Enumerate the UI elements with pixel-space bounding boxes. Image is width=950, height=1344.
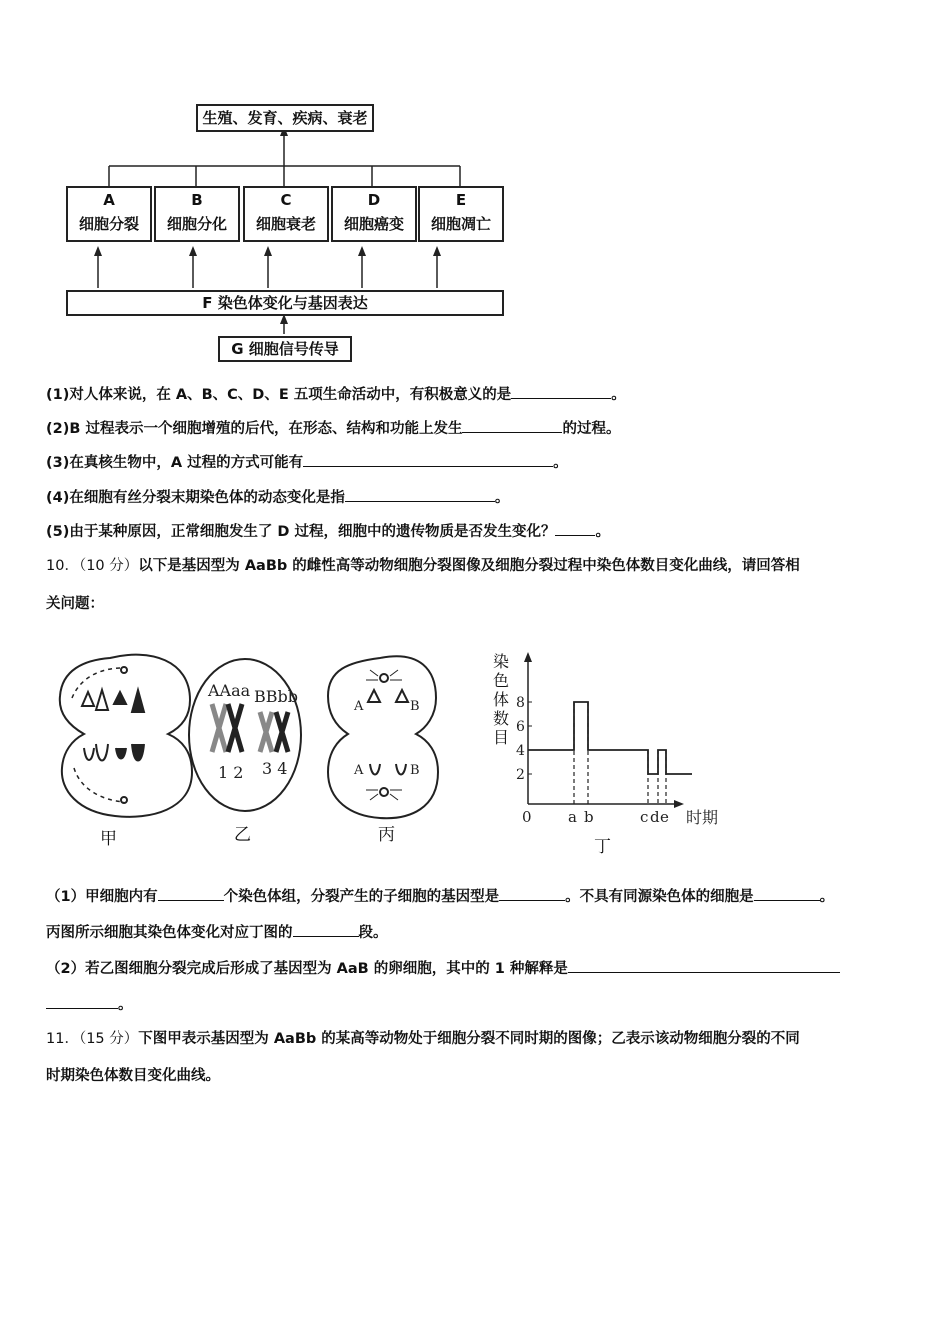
label-jia: 甲 bbox=[100, 829, 117, 849]
label-yi: 乙 bbox=[234, 825, 251, 845]
chromosome-chart bbox=[488, 648, 728, 858]
yi-genes-a: AAaa bbox=[208, 681, 251, 700]
f-box: F 染色体变化与基因表达 bbox=[66, 290, 504, 316]
label-ding: 丁 bbox=[594, 837, 611, 857]
answer-blank[interactable] bbox=[568, 958, 840, 973]
x-tick-label: e bbox=[660, 808, 669, 826]
answer-blank[interactable] bbox=[293, 922, 359, 937]
box-c: C 细胞衰老 bbox=[243, 186, 329, 242]
bing-gene-1: A bbox=[354, 699, 364, 714]
y-axis-label: 染色体数目 bbox=[493, 652, 510, 747]
y-axis-arrow bbox=[524, 652, 532, 662]
box-b: B 细胞分化 bbox=[154, 186, 240, 242]
question-9-1: (1)对人体来说，在 A、B、C、D、E 五项生命活动中，有积极意义的是 。 bbox=[46, 384, 626, 405]
answer-blank[interactable] bbox=[754, 886, 820, 901]
yi-genes-b: BBbb bbox=[254, 687, 298, 706]
answer-blank[interactable] bbox=[345, 487, 495, 502]
series-line bbox=[528, 702, 692, 774]
y-tick-label: 8 bbox=[516, 695, 525, 711]
cell-bing bbox=[328, 656, 438, 818]
question-10-1-cont: 丙图所示细胞其染色体变化对应丁图的 段。 bbox=[46, 922, 388, 943]
answer-blank[interactable] bbox=[499, 886, 565, 901]
answer-blank[interactable] bbox=[46, 994, 118, 1009]
x-tick-label: d bbox=[650, 808, 660, 826]
x-tick-label: 0 bbox=[522, 808, 532, 826]
question-9-2: (2)B 过程表示一个细胞增殖的后代，在形态、结构和功能上发生 的过程。 bbox=[46, 418, 620, 439]
g-box: G 细胞信号传导 bbox=[218, 336, 352, 362]
y-tick-label: 4 bbox=[516, 743, 525, 759]
x-tick-label: b bbox=[584, 808, 594, 826]
bing-gene-3: A bbox=[354, 763, 364, 778]
box-e: E 细胞凋亡 bbox=[418, 186, 504, 242]
answer-blank[interactable] bbox=[555, 521, 595, 536]
bing-gene-2: B bbox=[410, 699, 420, 714]
top-box: 生殖、发育、疾病、衰老 bbox=[196, 104, 374, 132]
x-tick-label: c bbox=[640, 808, 649, 826]
answer-blank[interactable] bbox=[303, 452, 553, 467]
question-10-1: （1）甲细胞内有 个染色体组，分裂产生的子细胞的基因型是 。不具有同源染色体的细胞是 。 bbox=[46, 886, 834, 907]
yi-nums-b: 3 4 bbox=[262, 759, 288, 778]
question-9-4: (4)在细胞有丝分裂末期染色体的动态变化是指 。 bbox=[46, 487, 509, 508]
question-10-header: 10．（10 分）以下是基因型为 AaBb 的雌性高等动物细胞分裂图像及细胞分裂过程中染色体数目变化曲线，请回答相 bbox=[46, 558, 800, 574]
answer-blank[interactable] bbox=[462, 418, 562, 433]
question-9-5: (5)由于某种原因，正常细胞发生了 D 过程，细胞中的遗传物质是否发生变化？ 。 bbox=[46, 521, 610, 542]
question-9-3: (3)在真核生物中，A 过程的方式可能有 。 bbox=[46, 452, 568, 473]
label-bing: 丙 bbox=[378, 825, 395, 845]
box-d: D 细胞癌变 bbox=[331, 186, 417, 242]
question-11-header: 11．（15 分）下图甲表示基因型为 AaBb 的某高等动物处于细胞分裂不同时期的图像；乙表示该动物细胞分裂的不同 bbox=[46, 1031, 800, 1047]
cell-jia bbox=[60, 655, 192, 817]
question-10-2-cont: 。 bbox=[46, 994, 133, 1015]
question-11-header-cont: 时期染色体数目变化曲线。 bbox=[46, 1068, 220, 1084]
question-10-header-cont: 关问题： bbox=[46, 596, 104, 612]
answer-blank[interactable] bbox=[511, 384, 611, 399]
x-axis-arrow bbox=[674, 800, 684, 808]
box-a: A 细胞分裂 bbox=[66, 186, 152, 242]
x-tick-label: a bbox=[568, 808, 577, 826]
question-10-2: （2）若乙图细胞分裂完成后形成了基因型为 AaB 的卵细胞，其中的 1 种解释是 bbox=[46, 958, 840, 979]
x-axis-label: 时期 bbox=[686, 808, 719, 827]
answer-blank[interactable] bbox=[158, 886, 224, 901]
y-tick-label: 2 bbox=[516, 767, 525, 783]
y-tick-label: 6 bbox=[516, 719, 525, 735]
bing-gene-4: B bbox=[410, 763, 420, 778]
yi-nums-a: 1 2 bbox=[218, 763, 244, 782]
